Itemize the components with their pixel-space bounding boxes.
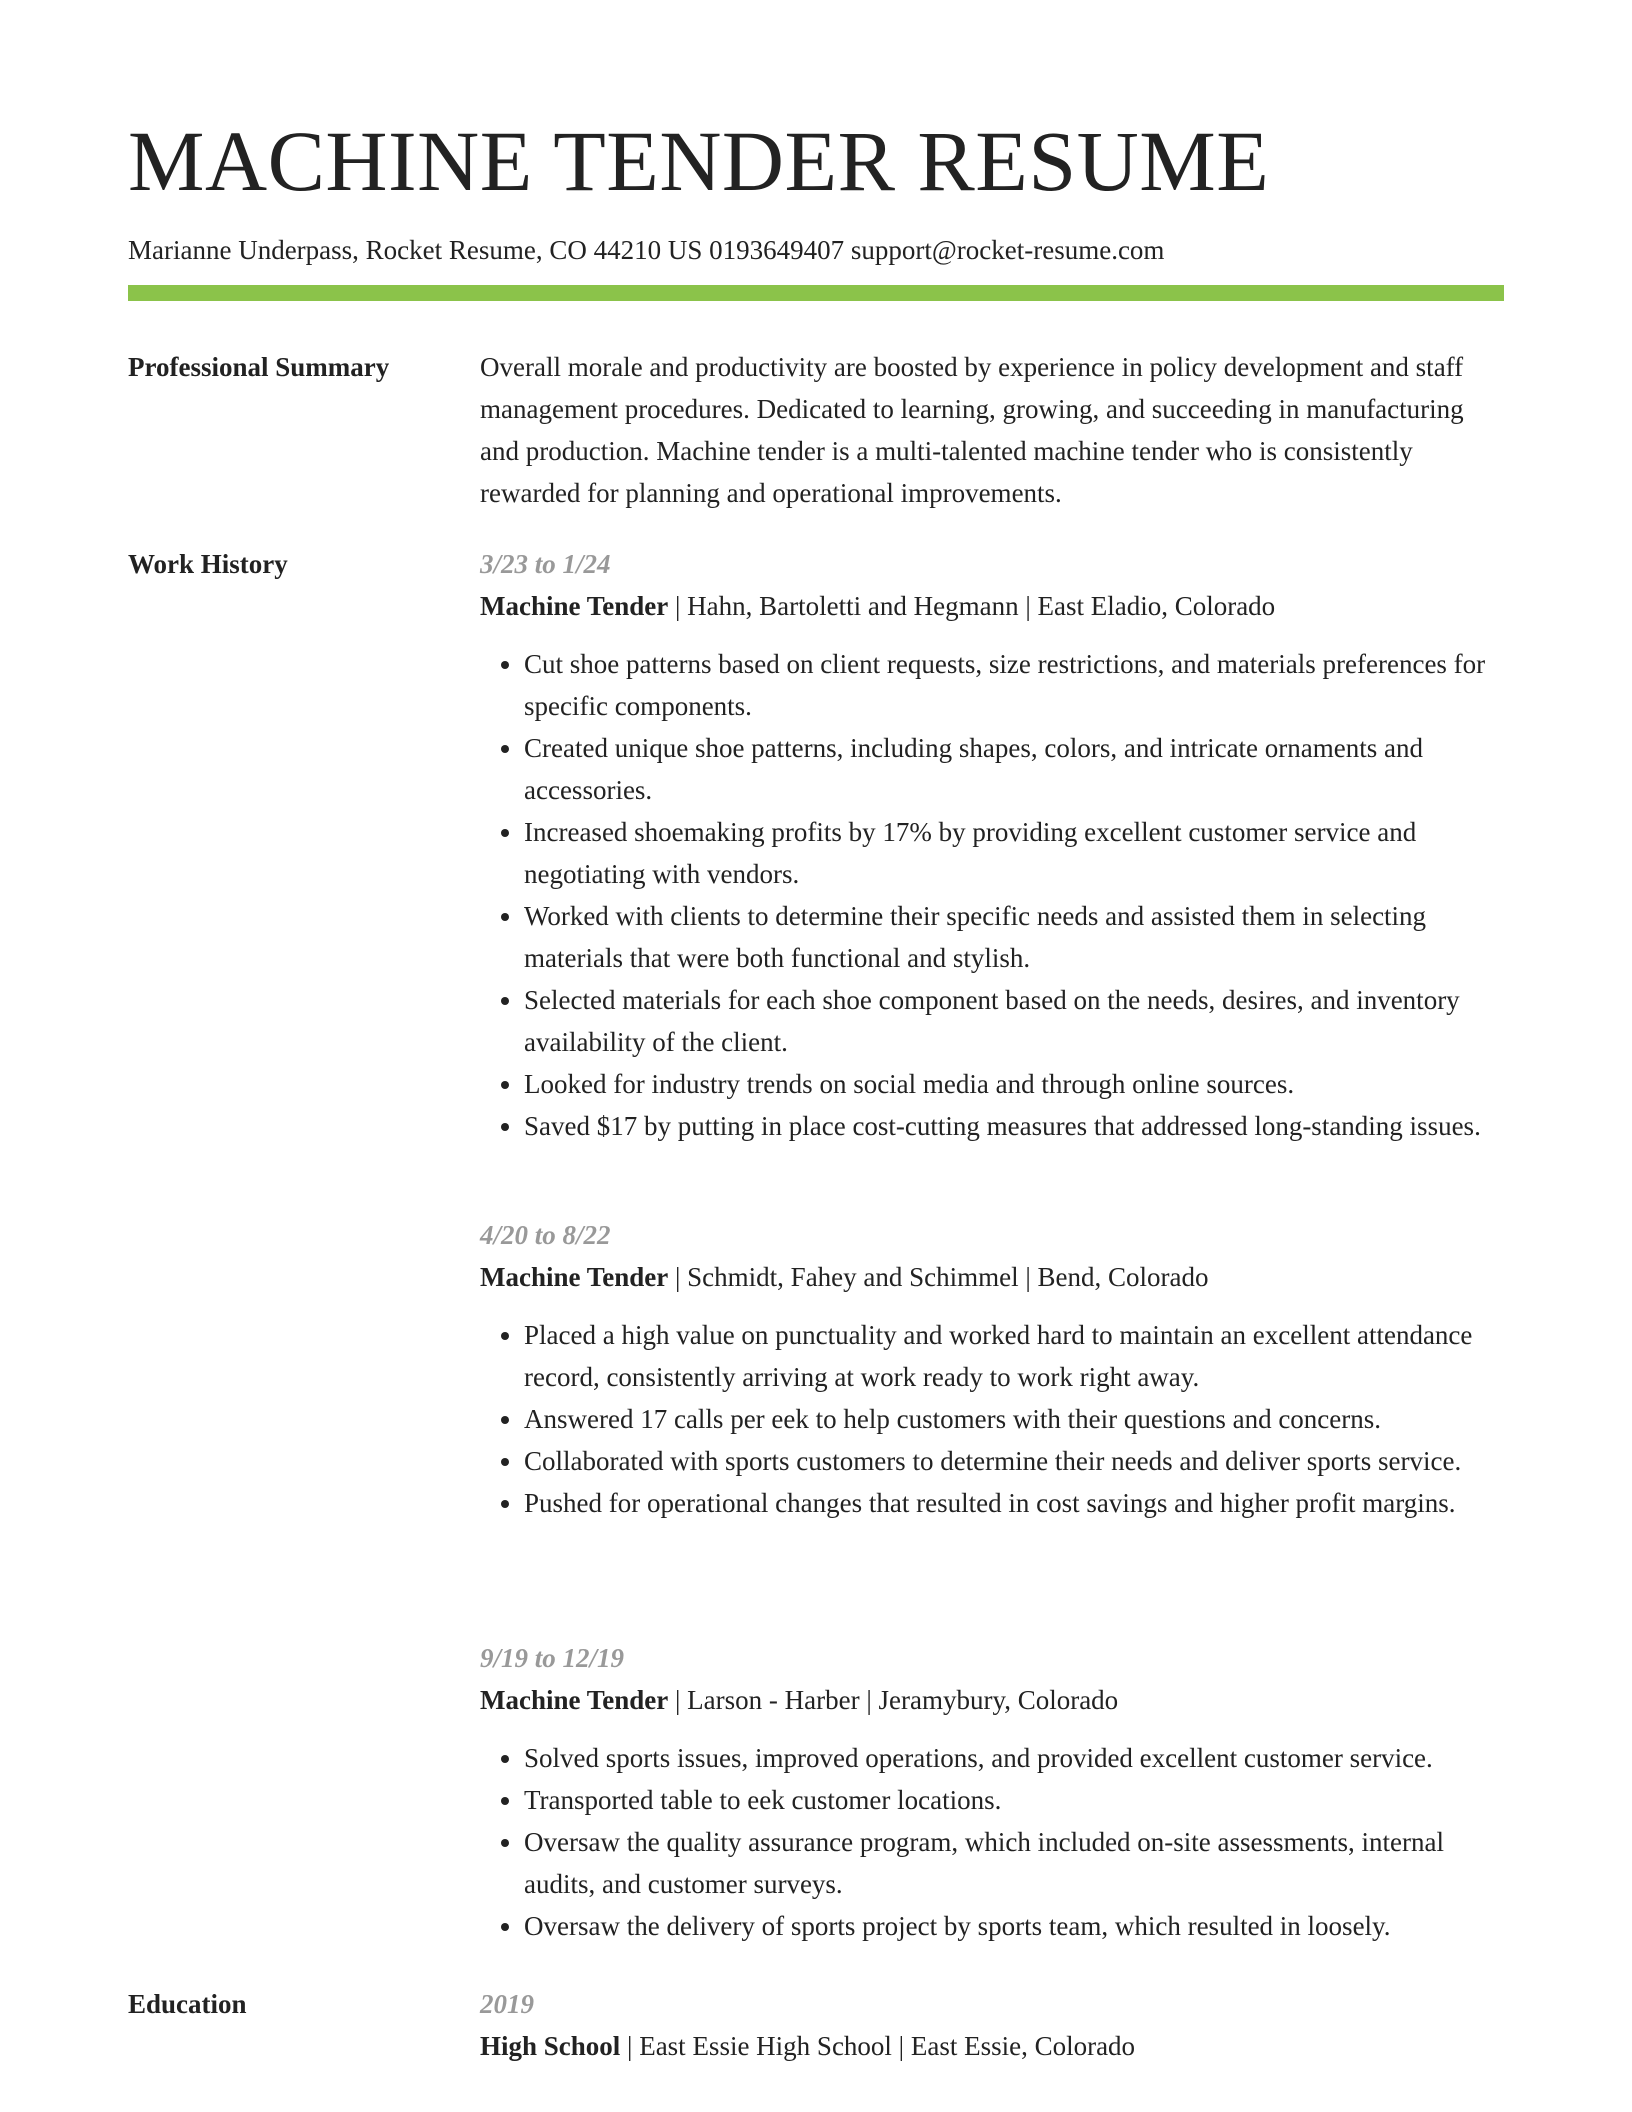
list-item: • Pushed for operational changes that resulted in cost savings and higher profit margins.: [524, 1482, 1504, 1524]
job-bullets: [480, 1737, 1504, 1947]
job-dates: 9/19 to 12/19: [480, 1643, 625, 1673]
education-label: Education: [128, 1989, 247, 2019]
job-dates: 4/20 to 8/22: [480, 1220, 611, 1250]
list-item: • Looked for industry trends on social media and through online sources.: [524, 1063, 1504, 1105]
job-details: | Schmidt, Fahey and Schimmel | Bend, Colorado: [668, 1262, 1209, 1292]
education-year: 2019: [480, 1989, 534, 2019]
list-item: • Solved sports issues, improved operations, and provided excellent customer service.: [524, 1737, 1504, 1779]
list-item: • Transported table to eek customer locations.: [524, 1779, 1504, 1821]
list-item: • Answered 17 calls per eek to help customers with their questions and concerns.: [524, 1398, 1504, 1440]
job-title: Machine Tender: [480, 1685, 669, 1715]
education-degree: High School: [480, 2031, 621, 2061]
education-entry: [480, 1983, 1504, 2067]
list-item: • Oversaw the delivery of sports project by sports team, which resulted in loosely.: [524, 1905, 1504, 1947]
job-entry: [480, 1637, 1504, 1947]
list-item: • Created unique shoe patterns, including shapes, colors, and intricate ornaments and accessories.: [524, 727, 1504, 811]
list-item: • Worked with clients to determine their specific needs and assisted them in selecting materials that were both functional and stylish.: [524, 895, 1504, 979]
education-heading: [480, 2025, 1504, 2067]
resume-title: MACHINE TENDER RESUME: [128, 113, 1270, 209]
summary-label: Professional Summary: [128, 352, 390, 382]
header-divider: [128, 285, 1504, 301]
job-bullets: [480, 643, 1504, 1147]
list-item: • Oversaw the quality assurance program, which included on-site assessments, internal audits, and customer surveys.: [524, 1821, 1504, 1905]
list-item: • Cut shoe patterns based on client requests, size restrictions, and materials preferences for specific components.: [524, 643, 1504, 727]
list-item: • Placed a high value on punctuality and worked hard to maintain an excellent attendance record, consistently arriving at work ready to work right away.: [524, 1314, 1504, 1398]
job-heading: [480, 1256, 1504, 1298]
summary-section: [480, 346, 1504, 514]
job-title: Machine Tender: [480, 591, 669, 621]
list-item: • Increased shoemaking profits by 17% by providing excellent customer service and negotiating with vendors.: [524, 811, 1504, 895]
job-entry: [480, 1214, 1504, 1524]
job-entry: [480, 543, 1504, 1147]
job-dates: 3/23 to 1/24: [480, 549, 611, 579]
job-heading: [480, 1679, 1504, 1721]
job-details: | Hahn, Bartoletti and Hegmann | East Eladio, Colorado: [668, 591, 1276, 621]
list-item: • Saved $17 by putting in place cost-cutting measures that addressed long-standing issues.: [524, 1105, 1504, 1147]
contact-line: Marianne Underpass, Rocket Resume, CO 44210 US 0193649407 support@rocket-resume.com: [128, 235, 1165, 265]
list-item: • Collaborated with sports customers to determine their needs and deliver sports service.: [524, 1440, 1504, 1482]
work-history-label: Work History: [128, 549, 288, 579]
job-details: | Larson - Harber | Jeramybury, Colorado: [668, 1685, 1119, 1715]
list-item: • Selected materials for each shoe component based on the needs, desires, and inventory availability of the client.: [524, 979, 1504, 1063]
job-bullets: [480, 1314, 1504, 1524]
job-heading: [480, 585, 1504, 627]
education-details: | East Essie High School | East Essie, Colorado: [620, 2031, 1136, 2061]
job-title: Machine Tender: [480, 1262, 669, 1292]
summary-text: Overall morale and productivity are boosted by experience in policy development and staff management procedures. Dedicated to learning, growing, and succeeding in manufacturing and production. Machine tender is a multi-talented machine tender who is consistently rewarded for planning and operational improvements.: [480, 352, 1464, 508]
